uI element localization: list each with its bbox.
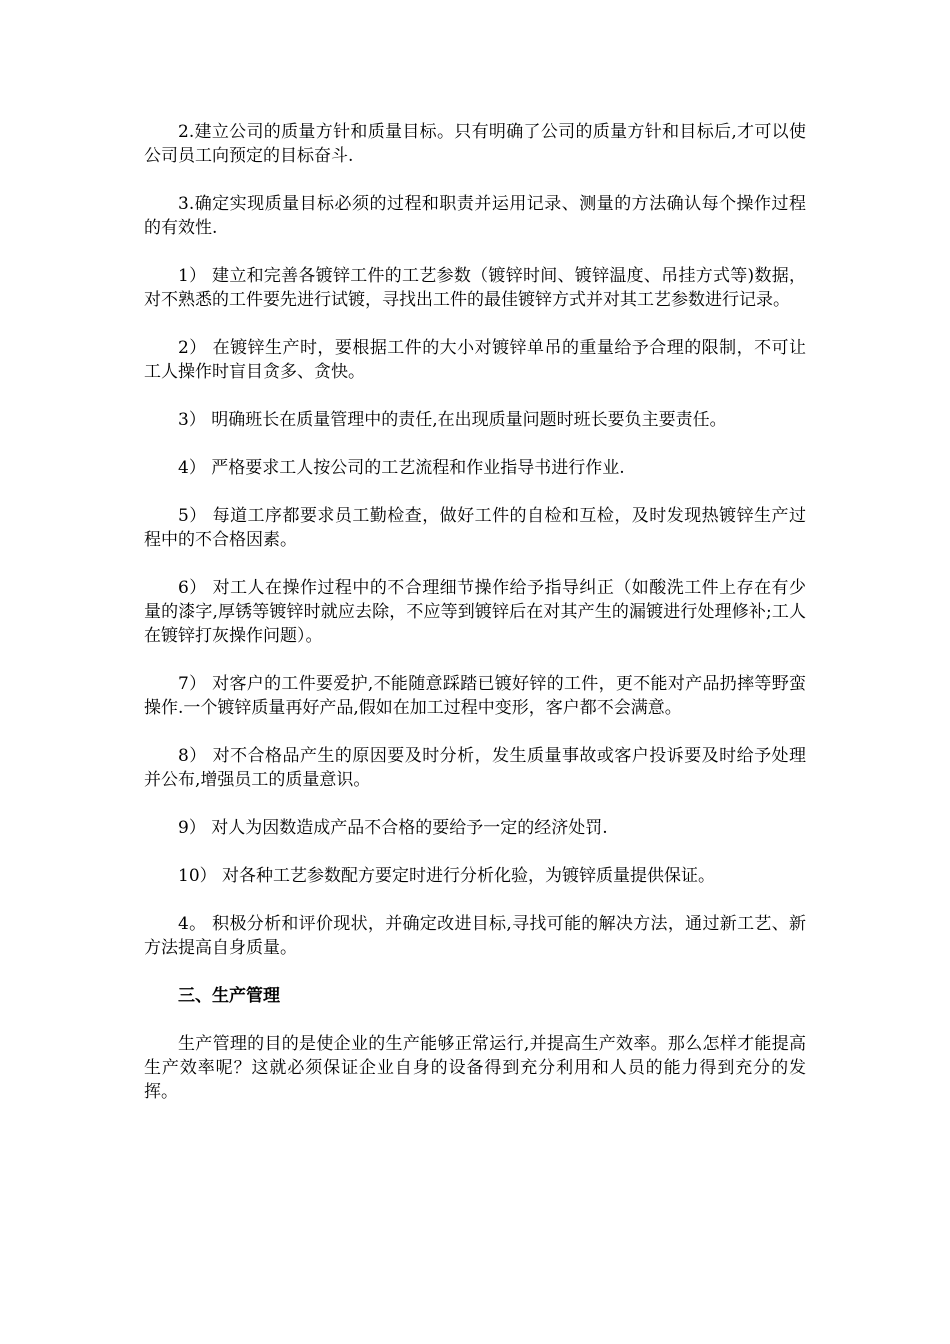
paragraph-quality-policy: 2.建立公司的质量方针和质量目标。只有明确了公司的质量方针和目标后,才可以使公司员工向预定的目标奋斗. [144,122,806,166]
list-item-9: 9） 对人为因数造成产品不合格的要给予一定的经济处罚. [178,818,608,838]
list-item-8: 8） 对不合格品产生的原因要及时分析，发生质量事故或客户投诉要及时给予处理并公布,增强员工的质量意识。 [144,746,806,790]
document-page [144,120,806,1128]
list-item-2: 2） 在镀锌生产时，要根据工件的大小对镀锌单吊的重量给予合理的限制，不可让工人操作时盲目贪多、贪快。 [144,338,806,382]
list-item-10: 10） 对各种工艺参数配方要定时进行分析化验，为镀锌质量提供保证。 [178,866,716,886]
list-item-4: 4） 严格要求工人按公司的工艺流程和作业指导书进行作业. [178,458,625,478]
paragraph-production-management: 生产管理的目的是使企业的生产能够正常运行,并提高生产效率。那么怎样才能提高生产效率呢？这就必须保证企业自身的设备得到充分利用和人员的能力得到充分的发挥。 [144,1034,806,1102]
list-item-5: 5） 每道工序都要求员工勤检查，做好工件的自检和互检，及时发现热镀锌生产过程中的不合格因素。 [144,506,806,550]
list-item-1: 1） 建立和完善各镀锌工件的工艺参数（镀锌时间、镀锌温度、吊挂方式等)数据，对不熟悉的工件要先进行试镀，寻找出工件的最佳镀锌方式并对其工艺参数进行记录。 [144,266,806,310]
list-item-6: 6） 对工人在操作过程中的不合理细节操作给予指导纠正（如酸洗工件上存在有少量的漆字,厚锈等镀锌时就应去除，不应等到镀锌后在对其产生的漏镀进行处理修补;工人在镀锌打灰操作问题）。 [144,578,806,646]
list-item-3: 3） 明确班长在质量管理中的责任,在出现质量问题时班长要负主要责任。 [178,410,727,430]
list-item-7: 7） 对客户的工件要爱护,不能随意踩踏已镀好锌的工件，更不能对产品扔摔等野蛮操作.一个镀锌质量再好产品,假如在加工过程中变形，客户都不会满意。 [144,674,806,718]
paragraph-process-responsibility: 3.确定实现质量目标必须的过程和职责并运用记录、测量的方法确认每个操作过程的有效性. [144,194,806,238]
paragraph-improvement: 4。 积极分析和评价现状，并确定改进目标,寻找可能的解决方法，通过新工艺、新方法提高自身质量。 [144,914,806,958]
section-heading-production-management: 三、生产管理 [178,986,280,1006]
